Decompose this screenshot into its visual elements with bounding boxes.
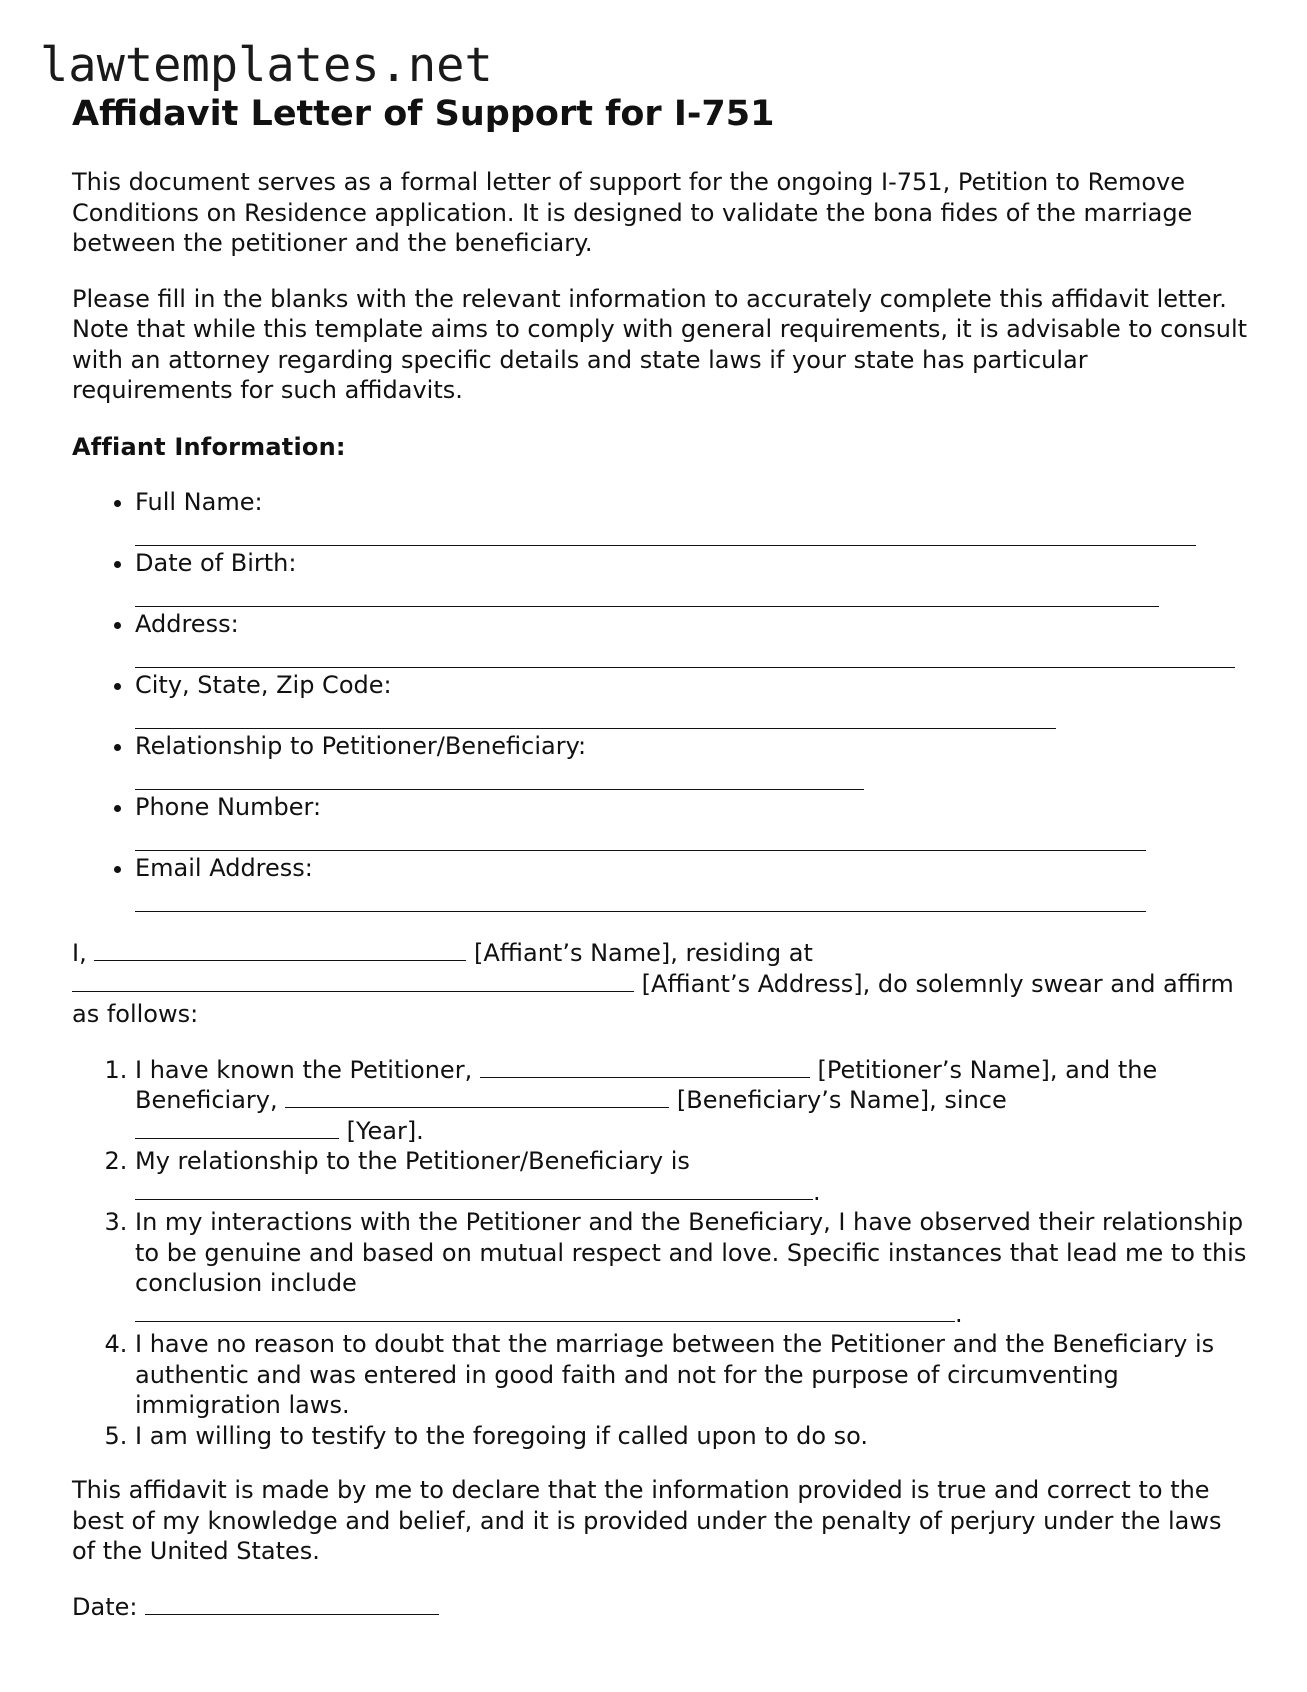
field-label: • Full Name: [135,488,263,516]
item-text: My relationship to the Petitioner/Beneficiary is [135,1147,690,1175]
field-phone-number [135,792,1252,853]
field-label: • City, State, Zip Code: [135,671,392,699]
affiant-name-hint: [Affiant’s Name], residing at [474,939,813,967]
city-state-zip-blank[interactable] [135,728,1056,729]
field-label: • Address: [135,610,239,638]
field-full-name [135,487,1252,548]
item-period: . [813,1177,821,1206]
field-label: • Relationship to Petitioner/Beneficiary: [135,732,587,760]
full-name-blank[interactable] [135,545,1196,546]
item-text: In my interactions with the Petitioner and the Beneficiary, I have observed their relationship to be genuine and based on mutual respect and love. Specific instances that lead me to this conclusion include [135,1208,1247,1297]
intro-paragraph-1: This document serves as a formal letter of support for the ongoing I-751, Petition to Remove Conditions on Residence application. It is designed to validate the bona fides of the marriage between the petitioner and the beneficiary. [72,168,1193,257]
watermark: lawtemplates.net [40,38,493,93]
affiant-fields-list [72,487,1252,914]
document-title: Affidavit Letter of Support for I-751 [72,94,775,134]
affiant-address-blank[interactable] [72,971,634,992]
intro-paragraph-2: Please fill in the blanks with the relevant information to accurately complete this affidavit letter. Note that while this template aims to comply with general requirements, it is advisable to consult with an attorney regarding specific details and state laws if your state has particular requirements for such affidavits. [72,284,1248,404]
date-row [72,1592,1252,1623]
relationship-blank[interactable] [135,789,864,790]
affiant-name-blank[interactable] [94,940,466,961]
field-relationship [135,731,1252,792]
year-blank[interactable] [135,1118,339,1139]
field-email-address [135,853,1252,914]
sworn-statement [72,938,1252,1030]
affirmation-item-3 [135,1207,1252,1329]
affiant-information-heading: Affiant Information: [72,432,346,461]
affirmation-item-2 [135,1146,1252,1207]
field-city-state-zip [135,670,1252,731]
affirmation-item-1 [135,1055,1252,1147]
field-label: • Date of Birth: [135,549,297,577]
address-blank[interactable] [135,667,1235,668]
item-text: I have known the Petitioner, [135,1055,473,1084]
date-blank[interactable] [145,1594,439,1615]
item-text: [Petitioner’s Name], and the Beneficiary, [135,1055,1158,1114]
date-of-birth-blank[interactable] [135,606,1159,607]
petitioner-name-blank[interactable] [480,1057,810,1078]
field-date-of-birth [135,548,1252,609]
affiant-address-hint: [Affiant’s Address], do solemnly swear and affirm as follows: [72,969,1234,1028]
item-period: . [955,1299,963,1328]
email-address-blank[interactable] [135,911,1146,912]
phone-number-blank[interactable] [135,850,1146,851]
closing-declaration: This affidavit is made by me to declare that the information provided is true and correct to the best of my knowledge and belief, and it is provided under the penalty of perjury under the laws of the United States. [72,1476,1222,1565]
affirmation-item-5: 5. I am willing to testify to the foregoing if called upon to do so. [135,1421,1252,1452]
field-label: • Email Address: [135,854,313,882]
field-address [135,609,1252,670]
item-text: [Beneficiary’s Name], since [676,1086,1007,1114]
relationship-statement-blank[interactable] [135,1177,813,1200]
affirmation-list [72,1055,1252,1452]
statement-prefix: I, [72,939,87,967]
specific-instances-blank[interactable] [135,1299,955,1322]
affirmation-item-4: 4. I have no reason to doubt that the marriage between the Petitioner and the Beneficiary is authentic and was entered in good faith and not for the purpose of circumventing immigration laws. [135,1329,1252,1421]
beneficiary-name-blank[interactable] [285,1087,669,1108]
document-body [72,88,1252,1622]
item-text: [Year]. [346,1116,424,1145]
date-label: Date: [72,1592,138,1621]
field-label: • Phone Number: [135,793,322,821]
